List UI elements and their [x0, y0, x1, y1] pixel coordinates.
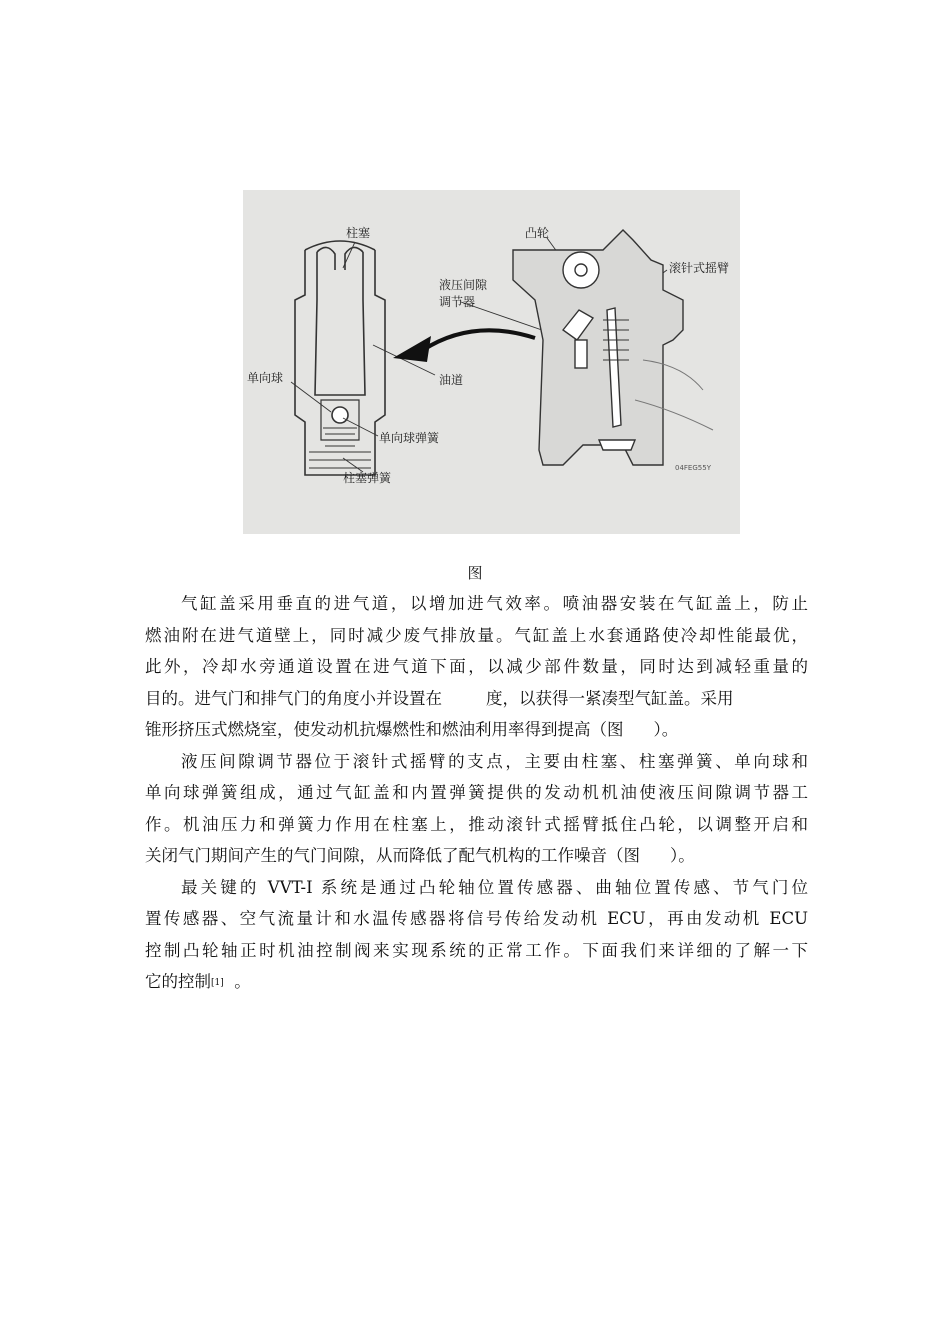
- text-fragment: ）。: [670, 846, 695, 865]
- text-line: [145, 966, 808, 1000]
- figure-caption: 图: [467, 564, 483, 582]
- label-check-ball-spring: 单向球弹簧: [379, 431, 440, 445]
- figure-illustration: [243, 190, 740, 534]
- label-hydraulic-lash-adjuster-1: 液压间隙: [439, 278, 488, 292]
- figure-code: 04FEG55Y: [675, 464, 711, 472]
- lash-adjuster-drawing: [295, 241, 385, 475]
- text-line: 控制凸轮轴正时机油控制阀来实现系统的正常工作。下面我们来详细的了解一下: [145, 940, 808, 960]
- paragraph-1: [145, 588, 808, 746]
- arrow-head-icon: [393, 336, 431, 362]
- text-line: 作。机油压力和弹簧力作用在柱塞上，推动滚针式摇臂抵住凸轮，以调整开启和: [145, 814, 808, 834]
- label-check-ball: 单向球: [247, 371, 284, 385]
- label-hydraulic-lash-adjuster-2: 调节器: [439, 295, 476, 309]
- text-line: [145, 840, 808, 872]
- text-line: 此外，冷却水旁通道设置在进气道下面，以减少部件数量，同时达到减轻重量的: [145, 657, 808, 676]
- text-fragment: ）。: [653, 720, 679, 739]
- text-fragment: 关闭气门期间产生的气门间隙，从而降低了配气机构的工作噪音（图: [145, 846, 640, 865]
- text-fragment: 。: [234, 972, 251, 991]
- figure-hydraulic-lash-adjuster: [243, 190, 740, 534]
- arrow-icon: [423, 330, 535, 350]
- text-fragment: 它的控制: [145, 972, 211, 991]
- text-fragment: 度，以获得一紧凑型气缸盖。采用: [486, 688, 734, 708]
- text-fragment: 锥形挤压式燃烧室，使发动机抗爆燃性和燃油利用率得到提高（图: [145, 720, 624, 739]
- reference-mark: [1]: [211, 978, 224, 988]
- text-fragment: 目的。进气门和排气门的角度小并设置在: [145, 688, 442, 708]
- text-line: [145, 683, 808, 715]
- text-line: 单向球弹簧组成，通过气缸盖和内置弹簧提供的发动机机油使液压间隙调节器工: [145, 783, 808, 802]
- body-text: [145, 588, 808, 1000]
- label-plunger: 柱塞: [346, 226, 371, 240]
- paragraph-3: [145, 872, 808, 1000]
- text-line: 置传感器、空气流量计和水温传感器将信号传给发动机 ECU，再由发动机 ECU: [145, 909, 808, 928]
- text-line: 液压间隙调节器位于滚针式摇臂的支点，主要由柱塞、柱塞弹簧、单向球和: [181, 751, 808, 771]
- label-cam: 凸轮: [525, 226, 550, 240]
- text-line: 最关键的 VVT-I 系统是通过凸轮轴位置传感器、曲轴位置传感、节气门位: [181, 877, 808, 897]
- label-roller-rocker-arm: 滚针式摇臂: [669, 261, 730, 275]
- text-line: [145, 714, 808, 746]
- label-plunger-spring: 柱塞弹簧: [343, 471, 392, 485]
- paragraph-2: [145, 746, 808, 872]
- text-line: 燃油附在进气道壁上，同时减少废气排放量。气缸盖上水套通路使冷却性能最优，: [145, 625, 808, 645]
- text-line: 气缸盖采用垂直的进气道，以增加进气效率。喷油器安装在气缸盖上，防止: [181, 594, 808, 613]
- label-oil-passage: 油道: [439, 373, 464, 387]
